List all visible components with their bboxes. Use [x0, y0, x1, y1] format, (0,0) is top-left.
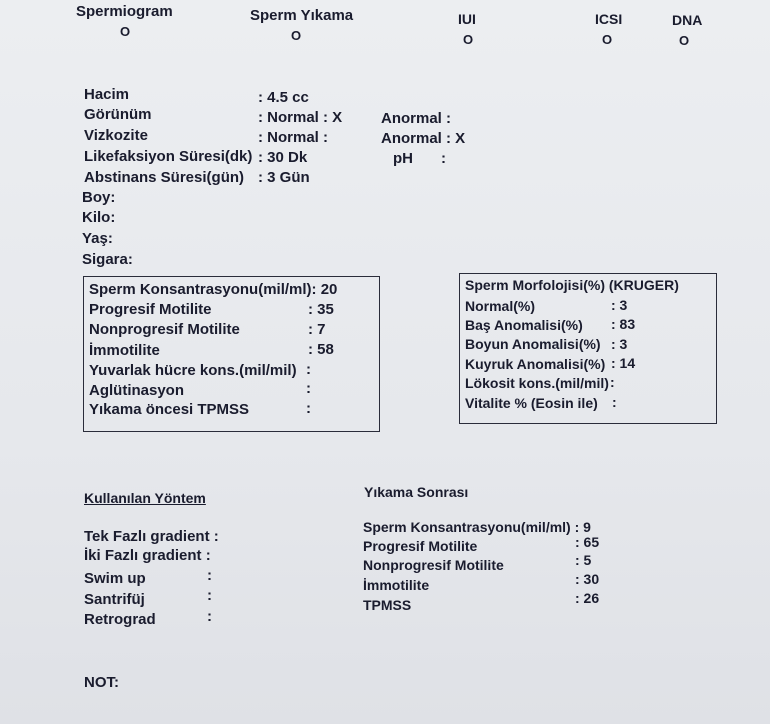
morfoloji-title: Sperm Morfolojisi(%) (KRUGER) — [465, 277, 679, 293]
after-wash-progresif-label: Progresif Motilite — [363, 538, 478, 554]
immotilite-label: İmmotilite — [89, 342, 160, 359]
retrograd-value: : — [207, 608, 212, 625]
yuvarlak-hucre-label: Yuvarlak hücre kons.(mil/mil) — [89, 362, 297, 379]
hacim-value: : 4.5 cc — [258, 89, 309, 106]
progresif-motilite-label: Progresif Motilite — [89, 301, 212, 318]
vitalite-value: : — [612, 394, 617, 410]
vitalite-label: Vitalite % (Eosin ile) — [465, 395, 598, 411]
yikama-oncesi-tpmss-value: : — [306, 400, 311, 417]
note-label: NOT: — [84, 674, 119, 691]
abstinans-value: : 3 Gün — [258, 169, 310, 186]
ph-value: : — [441, 150, 446, 167]
abstinans-label: Abstinans Süresi(gün) — [84, 169, 245, 186]
header-iui: IUI — [458, 11, 476, 27]
bas-anomalisi-label: Baş Anomalisi(%) — [465, 317, 583, 333]
kuyruk-anomalisi-label: Kuyruk Anomalisi(%) — [465, 356, 606, 372]
yas-label: Yaş: — [82, 230, 113, 247]
santrifuj-value: : — [207, 587, 212, 604]
after-wash-progresif-value: : 65 — [575, 534, 600, 550]
after-wash-konsantrasyon-label: Sperm Konsantrasyonu(mil/ml) : 9 — [363, 519, 591, 535]
tek-fazli-label: Tek Fazlı gradient : — [84, 528, 219, 545]
lokosit-value: : — [610, 374, 615, 390]
santrifuj-label: Santrifüj — [84, 591, 145, 608]
likefaksiyon-value: : 30 Dk — [258, 149, 308, 166]
swim-up-label: Swim up — [84, 570, 146, 587]
method-title: Kullanılan Yöntem — [84, 490, 206, 506]
header-icsi: ICSI — [595, 11, 623, 27]
likefaksiyon-label: Likefaksiyon Süresi(dk) — [84, 148, 253, 165]
swim-up-value: : — [207, 567, 212, 584]
after-wash-immotilite-label: İmmotilite — [363, 577, 430, 593]
normal-label: Normal(%) — [465, 298, 536, 314]
boyun-anomalisi-value: : 3 — [611, 336, 628, 352]
sperm-konsantrasyon-label: Sperm Konsantrasyonu(mil/ml): 20 — [89, 281, 338, 298]
vizkozite-value: : Normal : — [258, 129, 329, 146]
sperm-yikama-checkbox[interactable]: O — [291, 28, 302, 43]
kuyruk-anomalisi-value: : 14 — [611, 355, 636, 371]
retrograd-label: Retrograd — [84, 611, 156, 628]
after-wash-title: Yıkama Sonrası — [364, 484, 469, 500]
progresif-motilite-value: : 35 — [308, 301, 334, 318]
icsi-checkbox[interactable]: O — [602, 32, 613, 47]
gorunum-label: Görünüm — [84, 106, 152, 123]
vizkozite-anormal: Anormal : X — [381, 130, 466, 147]
header-sperm-yikama: Sperm Yıkama — [250, 7, 354, 24]
yuvarlak-hucre-value: : — [306, 361, 311, 378]
bas-anomalisi-value: : 83 — [611, 316, 636, 332]
yikama-oncesi-tpmss-label: Yıkama öncesi TPMSS — [89, 401, 250, 418]
iui-checkbox[interactable]: O — [463, 32, 474, 47]
vizkozite-label: Vizkozite — [84, 127, 148, 144]
after-wash-nonprogresif-value: : 5 — [575, 552, 592, 568]
gorunum-anormal: Anormal : — [381, 110, 452, 127]
lokosit-label: Lökosit kons.(mil/mil) — [465, 375, 609, 391]
immotilite-value: : 58 — [308, 341, 334, 358]
after-wash-tpmss-value: : 26 — [575, 590, 600, 606]
ph-label: pH — [393, 150, 413, 167]
header-dna: DNA — [672, 12, 703, 28]
iki-fazli-label: İki Fazlı gradient : — [84, 547, 211, 564]
after-wash-nonprogresif-label: Nonprogresif Motilite — [363, 557, 504, 573]
after-wash-tpmss-label: TPMSS — [363, 597, 412, 613]
boy-label: Boy: — [82, 189, 116, 206]
dna-checkbox[interactable]: O — [679, 33, 690, 48]
header-spermiogram: Spermiogram — [76, 3, 173, 20]
after-wash-immotilite-value: : 30 — [575, 571, 600, 587]
aglutinasyon-label: Aglütinasyon — [89, 382, 185, 399]
nonprogresif-motilite-value: : 7 — [308, 321, 326, 338]
nonprogresif-motilite-label: Nonprogresif Motilite — [89, 321, 240, 338]
boyun-anomalisi-label: Boyun Anomalisi(%) — [465, 336, 601, 352]
spermiogram-checkbox[interactable]: O — [120, 24, 131, 39]
sigara-label: Sigara: — [82, 251, 133, 268]
hacim-label: Hacim — [84, 86, 130, 103]
aglutinasyon-value: : — [306, 380, 311, 397]
kilo-label: Kilo: — [82, 209, 116, 226]
normal-value: : 3 — [611, 297, 628, 313]
gorunum-value: : Normal : X — [258, 109, 343, 126]
